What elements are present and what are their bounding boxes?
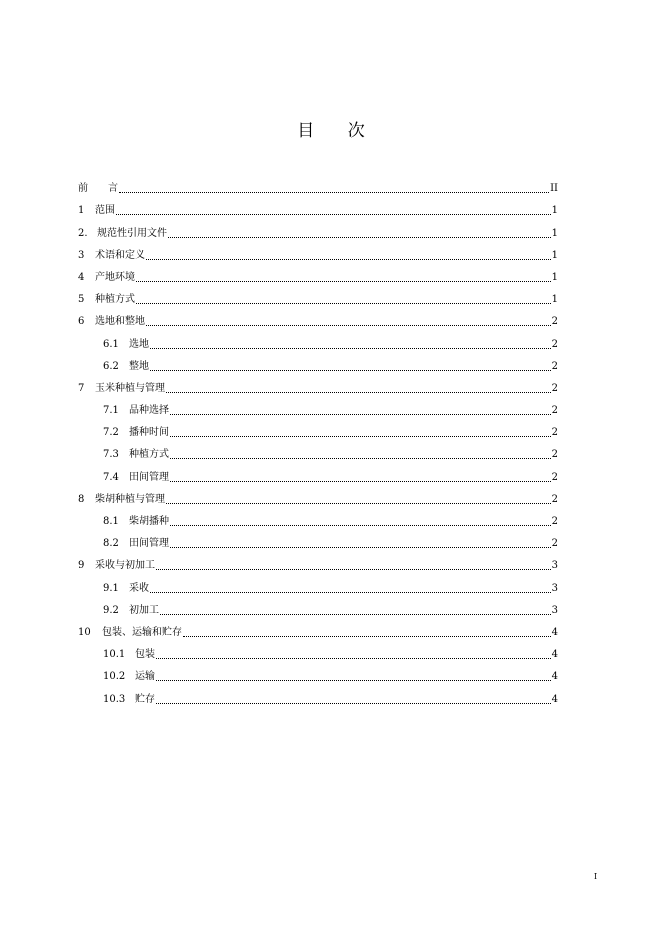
toc-entry-number: 7.4 [103, 471, 119, 483]
toc-entry-label: 玉米种植与管理 [95, 382, 165, 394]
toc-entry-page: 4 [551, 626, 558, 638]
toc-entry-number: 6.2 [103, 360, 119, 372]
toc-entry[interactable] [78, 217, 558, 239]
toc-leader-dots [170, 457, 551, 459]
toc-leader-dots [156, 568, 551, 570]
toc-entry-label: 产地环境 [95, 271, 135, 283]
toc-leader-dots [150, 591, 551, 593]
toc-entry-label: 范围 [95, 205, 115, 217]
toc-entry[interactable] [78, 439, 558, 461]
toc-entry[interactable] [78, 550, 558, 572]
toc-entry-label: 种植方式 [129, 449, 169, 461]
toc-entry-label: 田间管理 [129, 471, 169, 483]
toc-entry-page: 2 [551, 360, 558, 372]
toc-entry-number: 6 [78, 316, 85, 328]
toc-entry-number: 10.3 [103, 693, 126, 705]
toc-entry[interactable] [78, 484, 558, 506]
toc-entry[interactable] [78, 417, 558, 439]
toc-leader-dots [156, 657, 551, 659]
toc-entry-page: II [550, 183, 558, 195]
toc-leader-dots [146, 324, 551, 326]
toc-entry[interactable] [78, 639, 558, 661]
toc-leader-dots [170, 480, 551, 482]
toc-entry[interactable] [78, 195, 558, 217]
toc-entry[interactable] [78, 373, 558, 395]
toc-entry[interactable] [78, 395, 558, 417]
toc-entry-label: 柴胡种植与管理 [95, 493, 165, 505]
toc-entry-number: 7.1 [103, 405, 119, 417]
toc-entry-number: 2. [78, 227, 88, 239]
toc-entry-label: 规范性引用文件 [97, 227, 167, 239]
toc-leader-dots [166, 502, 551, 504]
toc-entry-page: 2 [551, 382, 558, 394]
toc-entry-label: 采收 [129, 582, 149, 594]
toc-leader-dots [150, 369, 551, 371]
toc-entry-page: 1 [551, 271, 558, 283]
toc-leader-dots [166, 391, 551, 393]
toc-entry-number: 7 [78, 382, 85, 394]
toc-entry-page: 4 [551, 693, 558, 705]
toc-entry-label: 种植方式 [95, 294, 135, 306]
toc-entry-number: 10.1 [103, 649, 126, 661]
toc-entry-page: 2 [551, 538, 558, 550]
toc-leader-dots [146, 258, 551, 260]
toc-entry-number: 8.1 [103, 516, 119, 527]
toc-entry[interactable] [78, 351, 558, 373]
toc-leader-dots [119, 191, 549, 193]
toc-leader-dots [156, 679, 551, 681]
toc-entry-label: 运输 [135, 671, 155, 683]
toc-leader-dots [136, 280, 551, 282]
toc-entry-label: 选地和整地 [95, 316, 145, 328]
toc-entry-number: 6.1 [103, 338, 119, 350]
toc-entry[interactable] [78, 306, 558, 328]
toc-leader-dots [170, 435, 551, 437]
toc-entry-page: 4 [551, 649, 558, 661]
toc-entry[interactable] [78, 595, 558, 617]
toc-entry-label: 贮存 [135, 693, 155, 705]
toc-entry-number: 3 [78, 249, 85, 261]
toc-entry[interactable] [78, 262, 558, 284]
toc-entry-number: 1 [78, 205, 85, 217]
table-of-contents [78, 173, 558, 706]
toc-entry-label: 选地 [129, 338, 149, 350]
toc-entry[interactable] [78, 683, 558, 705]
toc-entry-number: 8.2 [103, 538, 119, 550]
toc-entry[interactable] [78, 461, 558, 483]
toc-entry-number: 9.2 [103, 604, 119, 616]
toc-leader-dots [116, 213, 551, 215]
toc-entry-number: 9.1 [103, 582, 119, 594]
toc-leader-dots [136, 302, 551, 304]
toc-leader-dots [170, 413, 551, 415]
toc-entry-label: 包装、运输和贮存 [102, 626, 182, 638]
toc-leader-dots [168, 236, 551, 238]
toc-entry-page: 2 [551, 316, 558, 328]
toc-leader-dots [160, 613, 551, 615]
toc-entry-label: 整地 [129, 360, 149, 372]
toc-entry-label: 初加工 [129, 604, 159, 616]
toc-entry-label: 言 [108, 183, 118, 195]
toc-entry-page: 1 [551, 249, 558, 261]
toc-entry[interactable] [78, 240, 558, 262]
toc-entry-label: 采收与初加工 [95, 560, 155, 572]
toc-entry-number: 7.2 [103, 427, 119, 439]
toc-leader-dots [183, 635, 551, 637]
toc-entry-page: 1 [551, 294, 558, 306]
toc-leader-dots [170, 546, 551, 548]
toc-entry[interactable] [78, 506, 558, 528]
toc-leader-dots [170, 524, 551, 526]
toc-leader-dots [156, 702, 551, 704]
toc-entry-page: 4 [551, 671, 558, 683]
toc-entry[interactable] [78, 661, 558, 683]
toc-entry-label: 播种时间 [129, 427, 169, 439]
toc-entry-page: 2 [551, 471, 558, 483]
toc-entry-page: 2 [551, 405, 558, 417]
toc-entry[interactable] [78, 284, 558, 306]
toc-entry[interactable] [78, 572, 558, 594]
toc-entry-number: 前 [78, 183, 88, 195]
toc-entry-number: 9 [78, 560, 85, 572]
toc-entry-page: 2 [551, 493, 558, 505]
page-title: 目 次 [297, 121, 379, 141]
toc-entry-page: 2 [551, 449, 558, 461]
toc-entry-page: 1 [551, 205, 558, 217]
toc-entry-label: 品种选择 [129, 405, 169, 417]
toc-entry-number: 8 [78, 493, 85, 505]
toc-entry-number: 5 [78, 294, 85, 306]
toc-entry-page: 2 [551, 516, 558, 527]
toc-entry-label: 田间管理 [129, 538, 169, 550]
toc-entry-page: 2 [551, 338, 558, 350]
toc-entry[interactable] [78, 173, 558, 195]
toc-entry-page: 2 [551, 427, 558, 439]
toc-entry[interactable] [78, 328, 558, 350]
toc-entry-page: 3 [551, 604, 558, 616]
toc-entry-label: 术语和定义 [95, 249, 145, 261]
toc-entry-number: 10 [78, 626, 91, 638]
toc-entry-page: 3 [551, 582, 558, 594]
toc-entry-number: 10.2 [103, 671, 126, 683]
toc-entry-page: 3 [551, 560, 558, 572]
toc-entry[interactable] [78, 528, 558, 550]
toc-entry-page: 1 [551, 227, 558, 239]
toc-entry[interactable] [78, 617, 558, 639]
footer-page-number: I [594, 872, 598, 881]
toc-entry-number: 7.3 [103, 449, 119, 461]
toc-entry-label: 包装 [135, 649, 155, 661]
toc-entry-label: 柴胡播种 [129, 516, 169, 527]
toc-entry-number: 4 [78, 271, 85, 283]
toc-leader-dots [150, 347, 551, 349]
